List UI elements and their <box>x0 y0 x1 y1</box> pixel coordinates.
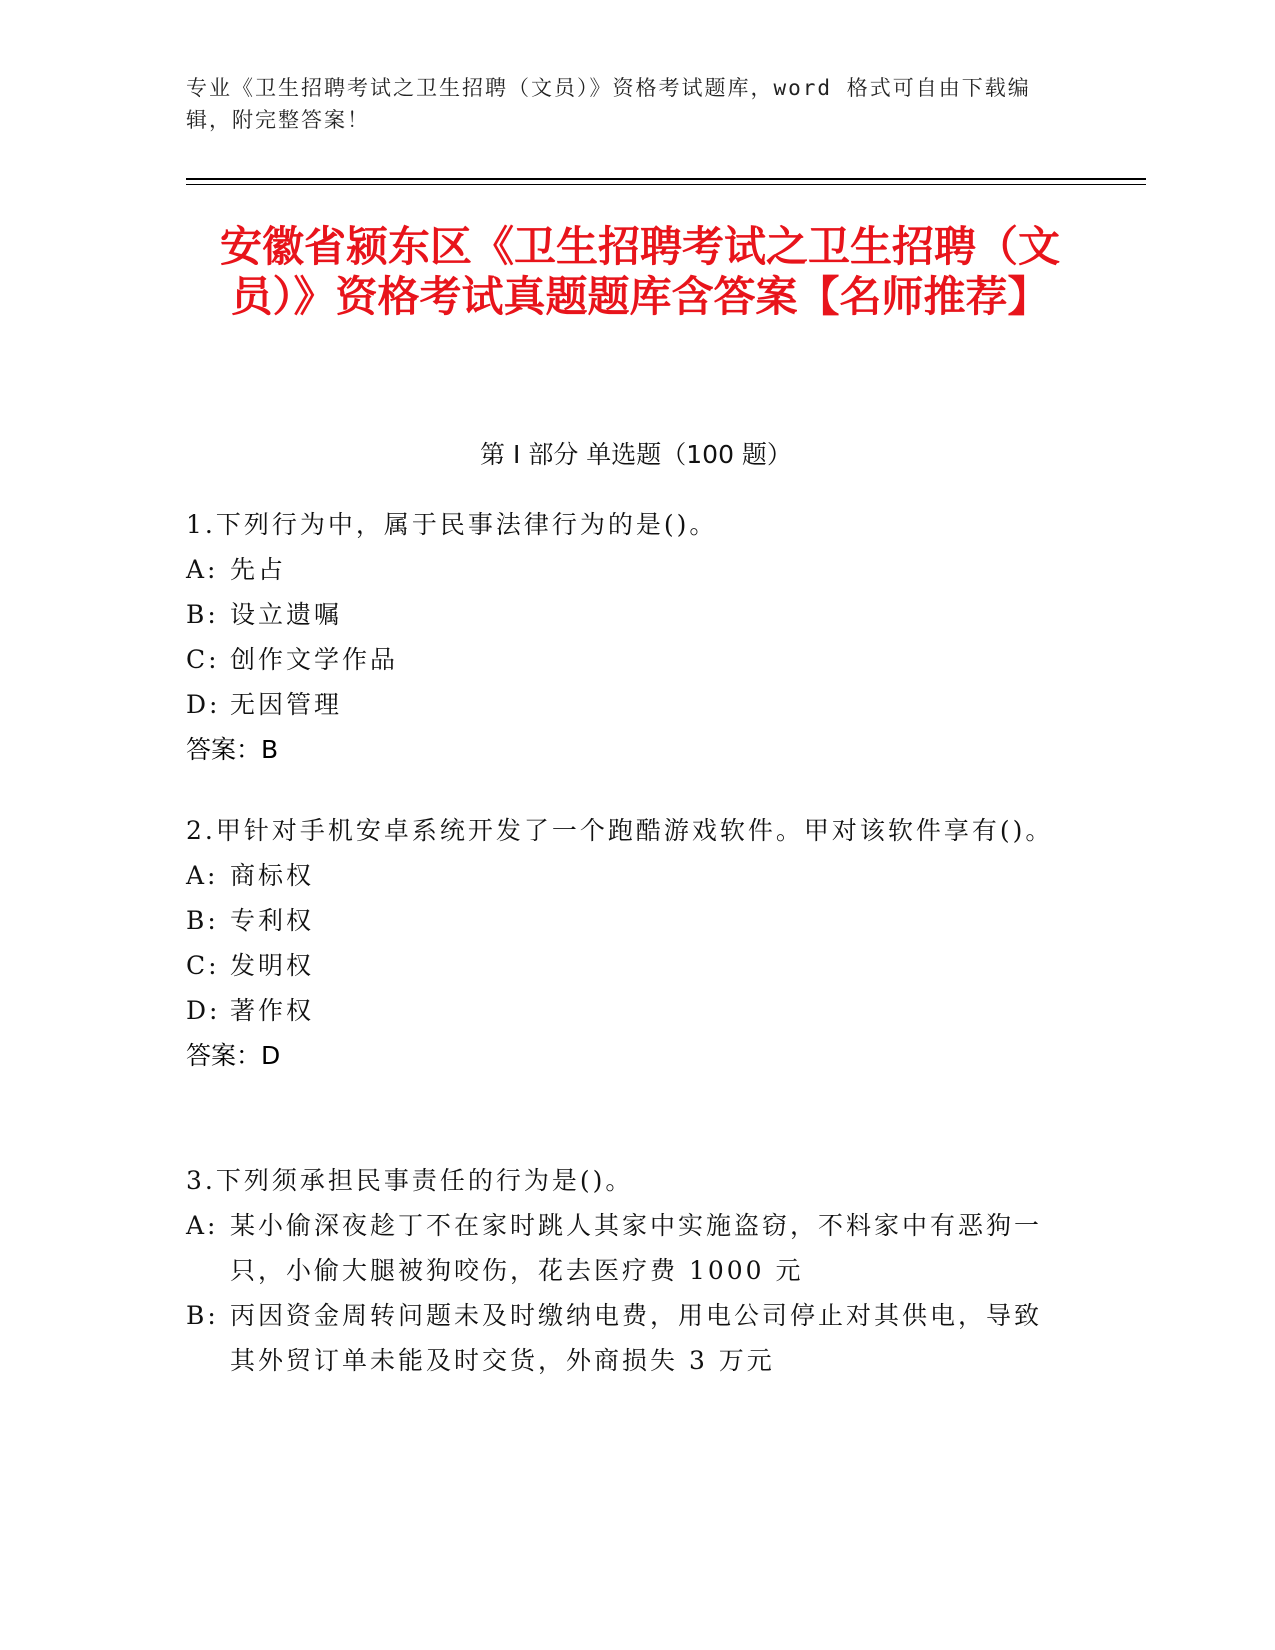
option-label: A: <box>186 861 219 890</box>
option-a <box>186 1203 1066 1293</box>
option-text: 创作文学作品 <box>230 645 399 674</box>
option-label: C: <box>186 645 220 674</box>
option-c <box>186 943 1066 988</box>
option-d <box>186 682 1066 727</box>
option-text: 某小偷深夜趁丁不在家时跳人其家中实施盗窃，不料家中有恶狗一只，小偷大腿被狗咬伤，花去医疗费 1000 元 <box>230 1211 1043 1285</box>
option-label: D: <box>186 690 221 719</box>
option-b <box>186 592 1066 637</box>
option-label: C: <box>186 951 220 980</box>
question-1 <box>186 502 1066 772</box>
document-title: 安徽省颍东区《卫生招聘考试之卫生招聘（文员）》资格考试真题题库含答案【名师推荐】 <box>219 222 1060 321</box>
question-2 <box>186 808 1066 1078</box>
option-text: 发明权 <box>230 951 315 980</box>
header-rule-thick <box>186 178 1146 180</box>
option-label: D: <box>186 996 221 1025</box>
option-c <box>186 637 1066 682</box>
answer: 答案：B <box>186 735 279 764</box>
header-note: 专业《卫生招聘考试之卫生招聘（文员）》资格考试题库，word 格式可自由下载编辑，附完整答案！ <box>186 76 1031 132</box>
option-b <box>186 898 1066 943</box>
question-stem: 1.下列行为中，属于民事法律行为的是()。 <box>186 510 718 539</box>
option-a <box>186 547 1066 592</box>
option-label: A: <box>186 1211 219 1240</box>
option-label: B: <box>186 906 219 935</box>
option-text: 设立遗嘱 <box>230 600 343 629</box>
option-b <box>186 1293 1066 1383</box>
option-text: 无因管理 <box>230 690 343 719</box>
option-label: B: <box>186 600 219 629</box>
header-rule-thin <box>186 184 1146 185</box>
option-text: 商标权 <box>230 861 315 890</box>
option-text: 著作权 <box>230 996 315 1025</box>
question-stem: 2.甲针对手机安卓系统开发了一个跑酷游戏软件。甲对该软件享有()。 <box>186 816 1054 845</box>
option-label: A: <box>186 555 219 584</box>
question-stem: 3.下列须承担民事责任的行为是()。 <box>186 1166 634 1195</box>
question-3 <box>186 1158 1066 1383</box>
answer: 答案：D <box>186 1041 281 1070</box>
option-a <box>186 853 1066 898</box>
option-text: 先占 <box>230 555 287 584</box>
section-title: 第 I 部分 单选题（100 题） <box>480 440 792 469</box>
option-d <box>186 988 1066 1033</box>
option-text: 丙因资金周转问题未及时缴纳电费，用电公司停止对其供电，导致其外贸订单未能及时交货，外商损失 3 万元 <box>230 1301 1043 1375</box>
option-text: 专利权 <box>230 906 315 935</box>
option-label: B: <box>186 1301 219 1330</box>
